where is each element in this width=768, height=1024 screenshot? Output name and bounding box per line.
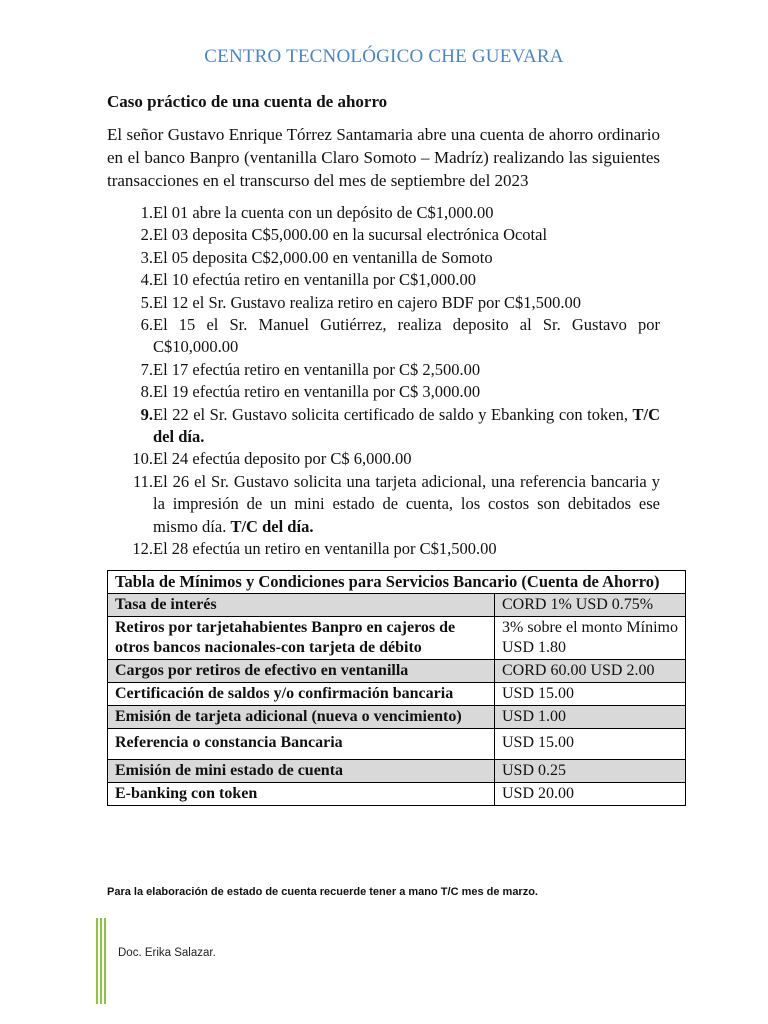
table-cell-label: Tasa de interés [108,594,495,617]
case-intro: El señor Gustavo Enrique Tórrez Santamaria abre una cuenta de ahorro ordinario en el banco Banpro (ventanilla Claro Somoto – Madríz) realizando las siguientes transacciones en el transcurso del mes de septiembre del 2023 [107,125,660,190]
list-item-number: 1. [140,203,153,222]
list-item-number: 5. [140,292,153,312]
table-cell-label: Referencia o constancia Bancaria [108,729,495,760]
list-item-text: El 22 el Sr. Gustavo solicita certificado de saldo y Ebanking con token, [153,404,628,424]
case-title: Caso práctico de una cuenta de ahorro [107,92,388,111]
list-item [107,292,660,314]
list-item-emphasis: T/C del día. [153,404,661,447]
list-item-text: El 01 abre la cuenta con un depósito de C$1,000.00 [153,203,494,222]
table-cell-label: Emisión de tarjeta adicional (nueva o vencimiento) [108,706,495,729]
table-caption-row [108,571,686,594]
transaction-list [107,202,660,561]
table-cell-value: USD 15.00 [495,729,686,760]
table-row [108,706,686,729]
table-cell-value: CORD 60.00 USD 2.00 [495,660,686,683]
list-item-number: 11. [132,471,153,491]
list-item-text: El 15 el Sr. Manuel Gutiérrez, realiza deposito al Sr. Gustavo por C$10,000.00 [153,315,660,357]
list-item [107,224,660,246]
table-cell-label: Retiros por tarjetahabientes Banpro en cajeros de otros bancos nacionales-con tarjeta de débito [108,617,495,660]
table-row [108,594,686,617]
list-item-text: El 12 el Sr. Gustavo realiza retiro en cajero BDF por C$1,500.00 [153,292,581,312]
list-item [107,404,660,449]
footnote: Para la elaboración de estado de cuenta recuerde tener a mano T/C mes de marzo. [107,886,538,898]
table-cell-label: E-banking con token [108,783,495,806]
conditions-table [107,570,686,806]
footer-decorative-bar [96,918,106,1004]
list-item-number: 6. [140,315,153,335]
list-item [107,359,660,381]
list-item-text: El 03 deposita C$5,000.00 en la sucursal electrónica Ocotal [153,225,548,245]
list-item-text: El 28 efectúa un retiro en ventanilla por C$1,500.00 [153,539,497,559]
list-item-text: El 05 deposita C$2,000.00 en ventanilla de Somoto [153,247,493,267]
table-cell-value: CORD 1% USD 0.75% [495,594,686,617]
table-row [108,783,686,806]
footer-author: Doc. Erika Salazar. [118,947,216,959]
list-item [107,538,660,560]
list-item [107,314,660,359]
table-cell-value: USD 15.00 [495,683,686,706]
list-item-number: 2. [140,225,153,245]
list-item-number: 3. [140,247,153,267]
table-caption: Tabla de Mínimos y Condiciones para Servicios Bancario (Cuenta de Ahorro) [108,571,686,594]
list-item-text: El 10 efectúa retiro en ventanilla por C$1,000.00 [153,270,477,290]
list-item-number: 7. [140,359,153,379]
table-row [108,617,686,660]
table-cell-value: USD 20.00 [495,783,686,806]
list-item [107,202,660,224]
list-item-number: 8. [140,382,153,402]
table-cell-label: Certificación de saldos y/o confirmación bancaria [108,683,495,706]
list-item [107,448,660,470]
table-cell-label: Cargos por retiros de efectivo en ventanilla [108,660,495,683]
list-item-number: 9. [140,404,153,424]
table-cell-value: USD 0.25 [495,760,686,783]
table-row [108,683,686,706]
list-item-text: El 24 efectúa deposito por C$ 6,000.00 [153,449,412,469]
page-header: CENTRO TECNOLÓGICO CHE GUEVARA [204,46,564,67]
table-cell-value: 3% sobre el monto Mínimo USD 1.80 [495,617,686,660]
list-item [107,269,660,291]
list-item-text: El 17 efectúa retiro en ventanilla por C$ 2,500.00 [153,359,481,379]
table-row [108,729,686,760]
list-item-number: 10. [132,449,153,469]
table-cell-label: Emisión de mini estado de cuenta [108,760,495,783]
list-item [107,247,660,269]
table-row [108,660,686,683]
list-item-text: El 26 el Sr. Gustavo solicita una tarjeta adicional, una referencia bancaria y la impresión de un mini estado de cuenta, los costos son debitados ese mismo día. [153,471,660,536]
list-item-text: El 19 efectúa retiro en ventanilla por C$ 3,000.00 [153,382,481,402]
table-row [108,760,686,783]
table-cell-value: USD 1.00 [495,706,686,729]
list-item [107,471,660,538]
list-item-emphasis: T/C del día. [230,516,314,536]
list-item-number: 4. [140,270,153,290]
list-item [107,381,660,403]
list-item-number: 12. [132,539,153,559]
